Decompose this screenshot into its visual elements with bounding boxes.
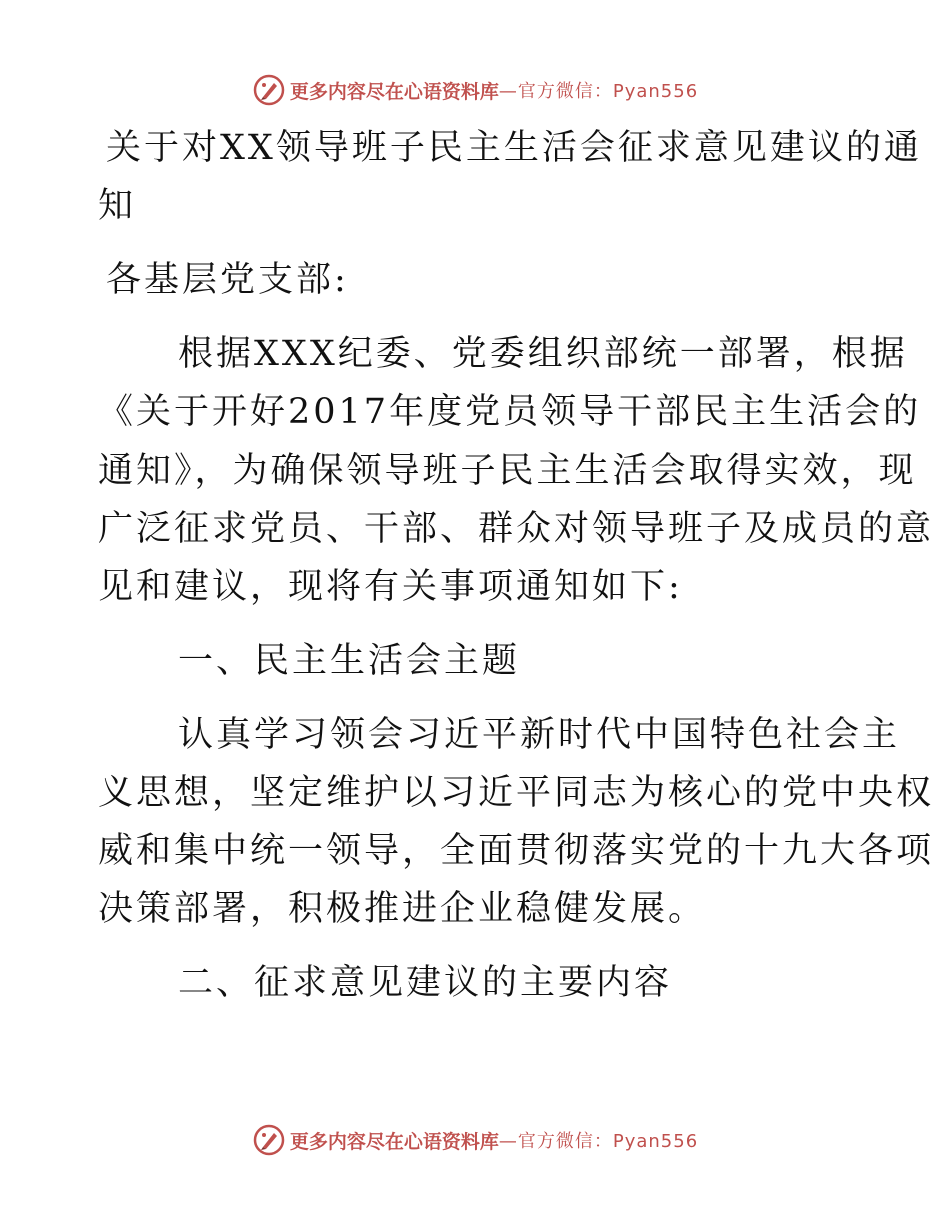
document-title-line-1: 关于对XX领导班子民主生活会征求意见建议的通 xyxy=(106,128,922,168)
intro-line-2: 《关于开好2017年度党员领导干部民主生活会的 xyxy=(98,392,922,432)
document-title-line-2: 知 xyxy=(98,186,137,226)
watermark-text: 更多内容尽在心语资料库 xyxy=(289,80,499,103)
salutation: 各基层党支部: xyxy=(106,260,349,300)
intro-line-3: 通知》，为确保领导班子民主生活会取得实效，现 xyxy=(98,451,917,491)
pen-logo-icon xyxy=(252,1123,286,1157)
section-2-heading: 二、征求意见建议的主要内容 xyxy=(178,963,673,1003)
section-1-line-1: 认真学习领会习近平新时代中国特色社会主 xyxy=(178,715,901,755)
intro-line-1: 根据XXX纪委、党委组织部统一部署，根据 xyxy=(178,334,908,374)
footer-watermark xyxy=(0,1120,950,1160)
pen-logo-icon xyxy=(252,73,286,107)
watermark-contact: —官方微信：Pyan556 xyxy=(498,1131,699,1152)
watermark-contact: —官方微信：Pyan556 xyxy=(498,81,699,102)
section-1-line-2: 义思想，坚定维护以习近平同志为核心的党中央权 xyxy=(98,773,935,813)
header-watermark xyxy=(0,70,950,110)
section-1-line-4: 决策部署，积极推进企业稳健发展。 xyxy=(98,889,707,929)
section-1-line-3: 威和集中统一领导，全面贯彻落实党的十九大各项 xyxy=(98,831,935,871)
intro-line-5: 见和建议，现将有关事项通知如下: xyxy=(98,567,683,607)
intro-line-4: 广泛征求党员、干部、群众对领导班子及成员的意 xyxy=(98,509,935,549)
watermark-text: 更多内容尽在心语资料库 xyxy=(289,1130,499,1153)
section-1-heading: 一、民主生活会主题 xyxy=(178,641,521,681)
